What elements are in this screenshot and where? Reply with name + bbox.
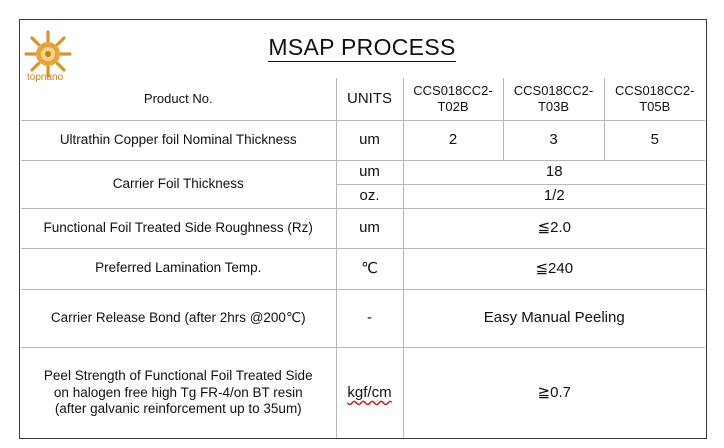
roughness-row — [21, 208, 705, 248]
thickness-value-t03b: 3 — [503, 120, 604, 160]
lamination-value: ≦240 — [403, 248, 705, 289]
lamination-unit: ℃ — [336, 248, 403, 289]
product-no-header: Product No. — [21, 78, 336, 120]
peel-label-line: (after galvanic reinforcement up to 35um) — [54, 400, 302, 416]
thickness-value-t05b: 5 — [604, 120, 705, 160]
thickness-label: Ultrathin Copper foil Nominal Thickness — [21, 120, 336, 160]
carrier-label: Carrier Foil Thickness — [21, 160, 336, 208]
product-header-t02b — [403, 78, 503, 120]
release-unit: - — [336, 289, 403, 347]
peel-label-line: on halogen free high Tg FR-4/on BT resin — [53, 384, 303, 400]
release-label: Carrier Release Bond (after 2hrs @200℃) — [21, 289, 336, 347]
release-value: Easy Manual Peeling — [403, 289, 705, 347]
product-header-t05b — [604, 78, 705, 120]
lamination-row — [21, 248, 705, 289]
units-header: UNITS — [336, 78, 403, 120]
carrier-value-um: 18 — [403, 160, 705, 184]
peel-label-line: Peel Strength of Functional Foil Treated Side — [43, 368, 313, 384]
peel-label — [21, 347, 336, 438]
peel-value: ≧0.7 — [403, 347, 705, 438]
carrier-unit-oz: oz. — [336, 184, 403, 208]
header-row — [21, 78, 705, 120]
page-title-text: MSAP PROCESS — [268, 34, 456, 60]
roughness-value: ≦2.0 — [403, 208, 705, 248]
spec-table — [21, 78, 705, 438]
thickness-unit: um — [336, 120, 403, 160]
lamination-label: Preferred Lamination Temp. — [21, 248, 336, 289]
brand-name: topnano — [27, 72, 64, 83]
product-code-prefix: CCS018CC2- — [413, 83, 493, 99]
thickness-row — [21, 120, 705, 160]
product-code-prefix: CCS018CC2- — [513, 83, 594, 99]
page-title — [0, 34, 724, 61]
peel-unit — [336, 347, 403, 438]
product-code-suffix: T05B — [639, 98, 671, 114]
release-row — [21, 289, 705, 347]
product-code-suffix: T03B — [537, 98, 570, 114]
product-code-prefix: CCS018CC2- — [615, 83, 695, 99]
peel-row — [21, 347, 705, 438]
carrier-value-oz: 1/2 — [403, 184, 705, 208]
roughness-unit: um — [336, 208, 403, 248]
product-header-t03b — [503, 78, 604, 120]
peel-unit-text: kgf/cm — [347, 383, 392, 401]
thickness-value-t02b: 2 — [403, 120, 503, 160]
carrier-row-um — [21, 160, 705, 184]
carrier-unit-um: um — [336, 160, 403, 184]
roughness-label: Functional Foil Treated Side Roughness (Rz) — [21, 208, 336, 248]
product-code-suffix: T02B — [437, 98, 469, 114]
